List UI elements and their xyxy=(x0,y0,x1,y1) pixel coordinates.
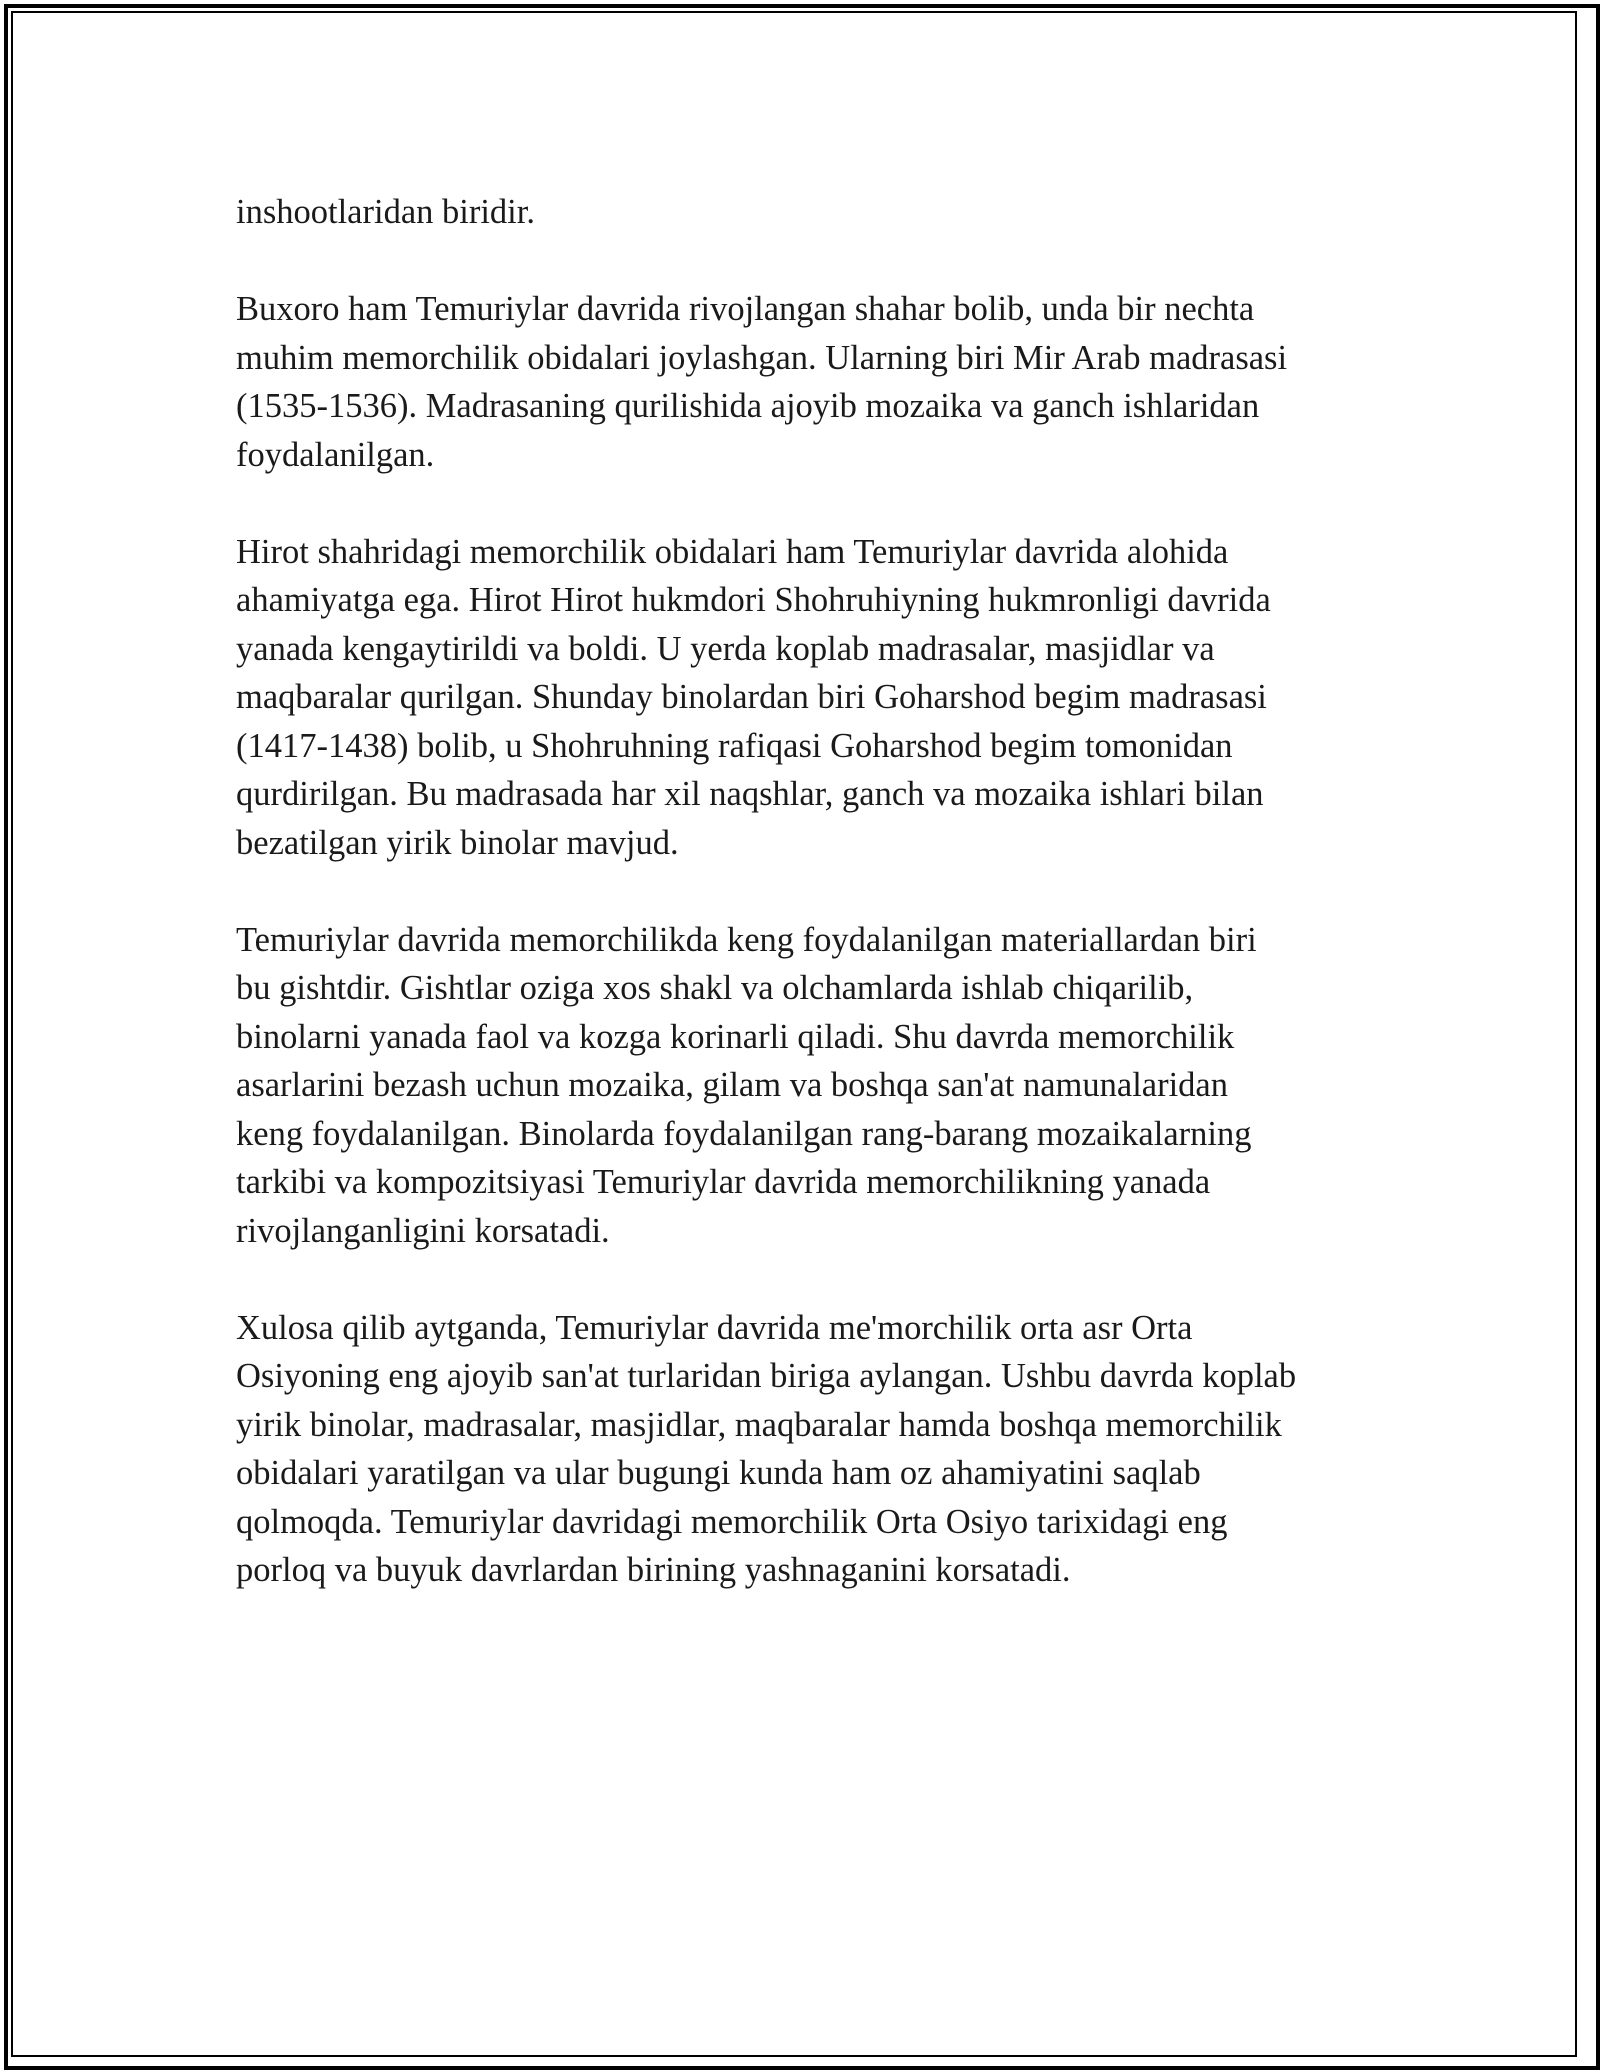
paragraph-conclusion: Xulosa qilib aytganda, Temuriylar davrida me'morchilik orta asr Orta Osiyoning eng ajoyib san'at turlaridan biriga aylangan. Ushbu davrda koplab yirik binolar, madrasalar, masjidlar, maqbaralar hamda boshqa memorchilik obidalari yaratilgan va ular bugungi kunda ham oz ahamiyatini saqlab qolmoqda. Temuriylar davridagi memorchilik Orta Osiyo tarixidagi eng porloq va buyuk davrlardan birining yashnaganini korsatadi. xyxy=(236,1308,1297,1589)
paragraph-hirot: Hirot shahridagi memorchilik obidalari ham Temuriylar davrida alohida ahamiyatga ega. Hirot Hirot hukmdori Shohruhiyning hukmronligi davrida yanada kengaytirildi va boldi. U yerda koplab madrasalar, masjidlar va maqbaralar qurilgan. Shunday binolardan biri Goharshod begim madrasasi (1417-1438) bolib, u Shohruhning rafiqasi Goharshod begim tomonidan qurdirilgan. Bu madrasada har xil naqshlar, ganch va mozaika ishlari bilan bezatilgan yirik binolar mavjud. xyxy=(236,532,1271,862)
document-body xyxy=(236,188,1386,1643)
paragraph-buxoro: Buxoro ham Temuriylar davrida rivojlangan shahar bolib, unda bir nechta muhim memorchilik obidalari joylashgan. Ularning biri Mir Arab madrasasi (1535-1536). Madrasaning qurilishida ajoyib mozaika va ganch ishlaridan foydalanilgan. xyxy=(236,290,1288,474)
paragraph-materials: Temuriylar davrida memorchilikda keng foydalanilgan materiallardan biri bu gishtdir. Gishtlar oziga xos shakl va olchamlarda ishlab chiqarilib, binolarni yanada faol va kozga korinarli qiladi. Shu davrda memorchilik asarlarini bezash uchun mozaika, gilam va boshqa san'at namunalaridan keng foydalanilgan. Binolarda foydalanilgan rang-barang mozaikalarning tarkibi va kompozitsiyasi Temuriylar davrida memorchilikning yanada rivojlanganligini korsatadi. xyxy=(236,920,1257,1250)
paragraph-continuation: inshootlaridan biridir. xyxy=(236,193,535,231)
